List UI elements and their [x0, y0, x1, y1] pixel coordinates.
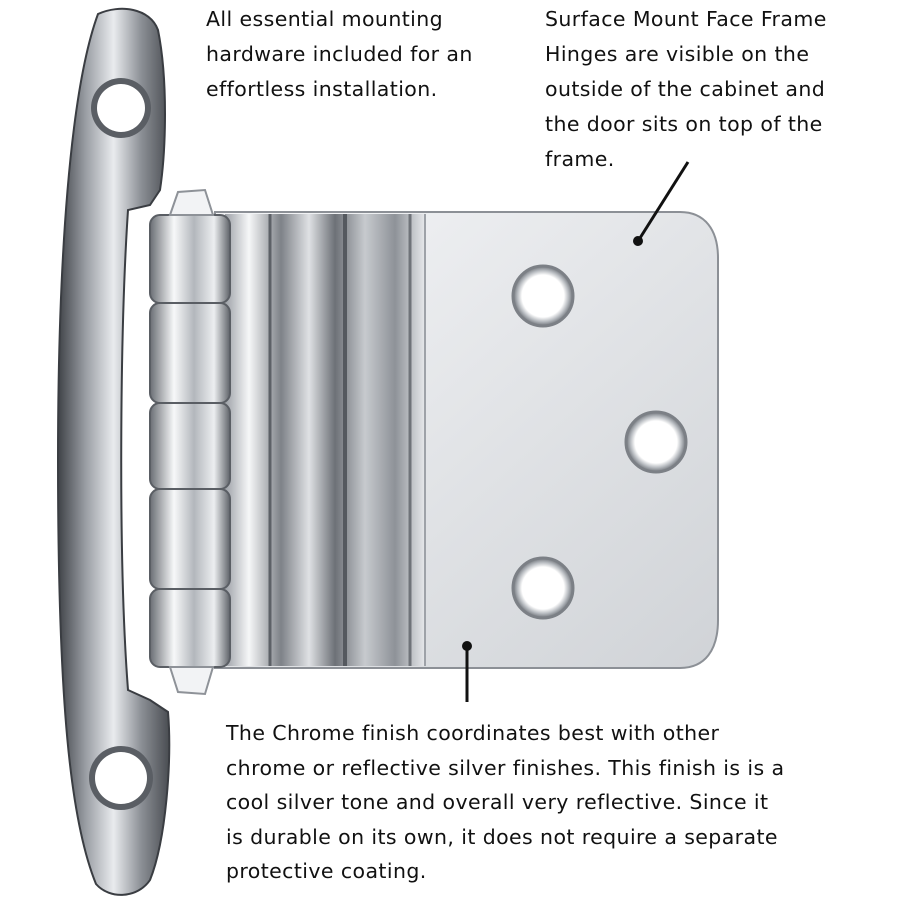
- caption-line: is durable on its own, it does not require a separate: [226, 824, 778, 849]
- caption-line: the door sits on top of the: [545, 112, 823, 136]
- caption-line: Hinges are visible on the: [545, 42, 810, 66]
- leaf-hole-top: [513, 266, 573, 326]
- hinge-bend: [225, 214, 425, 666]
- pin-cap-bottom: [170, 667, 213, 694]
- caption-line: effortless installation.: [206, 77, 438, 101]
- pin-cap-top: [170, 190, 213, 215]
- caption-line: cool silver tone and overall very reflective. Since it: [226, 790, 769, 814]
- leaf-hole-bottom: [513, 558, 573, 618]
- caption-line: All essential mounting: [206, 7, 444, 31]
- caption-line: chrome or reflective silver finishes. This finish is is a: [226, 755, 785, 780]
- caption-line: Surface Mount Face Frame: [545, 7, 827, 31]
- caption-line: hardware included for an: [206, 42, 473, 66]
- caption-line: protective coating.: [226, 859, 427, 883]
- caption-line: The Chrome finish coordinates best with other: [226, 721, 720, 745]
- caption-hardware: [206, 2, 473, 107]
- caption-chrome-finish: [226, 716, 784, 889]
- caption-line: frame.: [545, 147, 615, 171]
- caption-line: outside of the cabinet and: [545, 77, 826, 101]
- leaf-hole-middle: [626, 412, 686, 472]
- hinge-knuckles: [150, 215, 230, 667]
- caption-surface-mount: [545, 2, 827, 177]
